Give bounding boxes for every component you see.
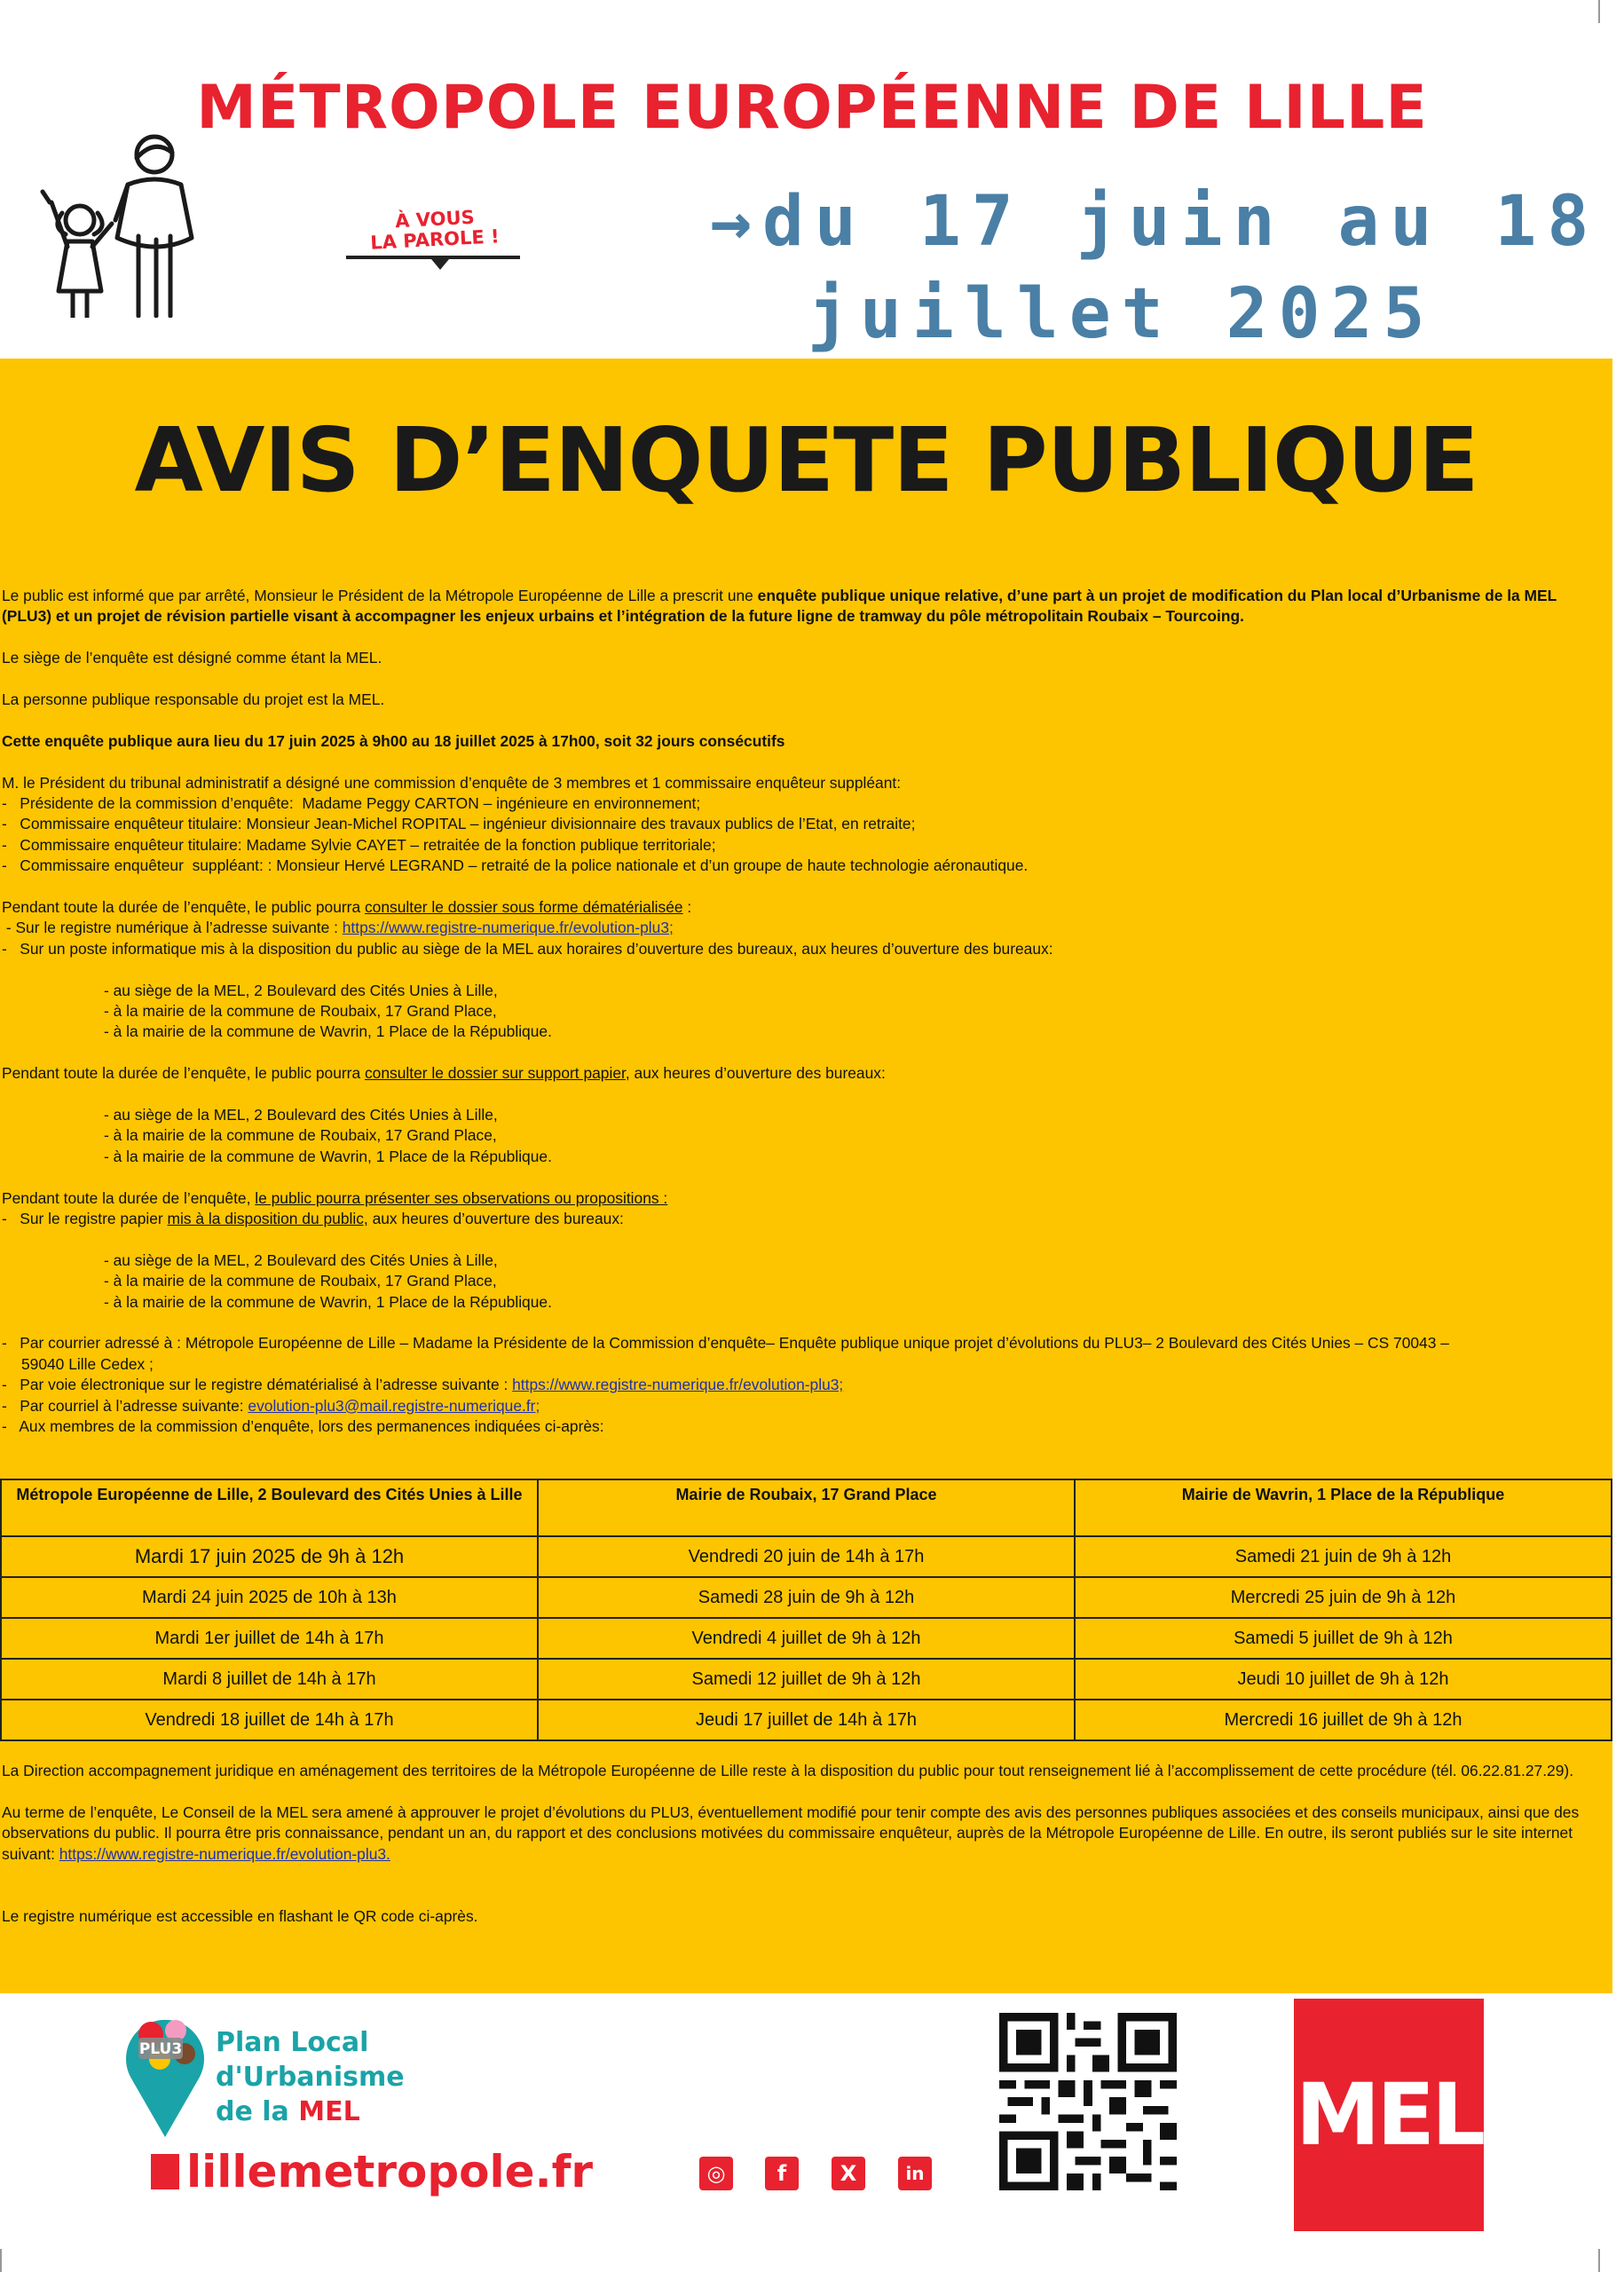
table-header: Mairie de Roubaix, 17 Grand Place	[538, 1479, 1075, 1536]
table-row	[1, 1618, 1612, 1659]
commission-intro: M. le Président du tribunal administratif a désigné une commission d’enquête de 3 membres et 1 commissaire enquêteur suppléant:	[2, 773, 902, 792]
table-header: Mairie de Wavrin, 1 Place de la République	[1075, 1479, 1612, 1536]
intro-paragraph: Le public est informé que par arrêté, Monsieur le Président de la Métropole Européenne de Lille a prescrit une enquête publique unique relative, d’une part à un projet de modification du Plan local d’Urbanisme de la MEL (PLU3) et un projet de révision partielle visant à accompagner les enjeux urbains et l’intégration de la future ligne de tramway du pôle métropolitain Roubaix – Tourcoing.	[2, 587, 1557, 626]
mel-logo: MEL	[1294, 1999, 1484, 2231]
a-vous-la-parole-logo	[346, 206, 524, 272]
table-cell: Mardi 24 juin 2025 de 10h à 13h	[1, 1577, 538, 1618]
commission-member: - Commissaire enquêteur titulaire: Monsieur Jean-Michel ROPITAL – ingénieur divisionnaire des travaux publics de l’Etat, en retraite;	[2, 815, 916, 833]
table-cell: Mercredi 25 juin de 9h à 12h	[1075, 1577, 1612, 1618]
header-title: MÉTROPOLE EUROPÉENNE DE LILLE	[196, 73, 1428, 143]
terme-paragraph: Au terme de l’enquête, Le Conseil de la MEL sera amené à approuver le projet d’évolutions du PLU3, éventuellement modifié pour tenir compte des avis des personnes publiques associées et des conseils municipaux, ainsi que des observations du public. Il pourra être pris connaissance, pendant un an, du rapport et des conclusions motivées du commissaire enquêteur, auprès de la Métropole Européenne de Lille. En outre, ils seront publiés sur le site internet suivant: https://www.registre-numerique.fr/evolution-plu3.	[2, 1803, 1580, 1863]
table-row	[1, 1659, 1612, 1700]
table-cell: Mardi 17 juin 2025 de 9h à 12h	[1, 1536, 538, 1577]
qr-paragraph: Le registre numérique est accessible en flashant le QR code ci-après.	[2, 1906, 478, 1925]
address-item: - à la mairie de la commune de Wavrin, 1 Place de la République.	[104, 1022, 552, 1041]
commission-member: - Commissaire enquêteur suppléant: : Monsieur Hervé LEGRAND – retraité de la police nationale et d’un groupe de haute technologie aéronautique.	[2, 856, 1029, 875]
plu-pin-icon	[121, 2008, 209, 2141]
table-cell: Mercredi 16 juillet de 9h à 12h	[1075, 1700, 1612, 1740]
demat-registre: - Sur le registre numérique à l’adresse suivante : https://www.registre-numerique.fr/evolution-plu3;	[2, 919, 674, 937]
plu-logo-text	[216, 2025, 405, 2129]
instagram-icon[interactable]: ◎	[699, 2157, 733, 2190]
table-row	[1, 1536, 1612, 1577]
address-item: - à la mairie de la commune de Roubaix, 17 Grand Place,	[104, 1002, 497, 1021]
table-cell: Samedi 12 juillet de 9h à 12h	[538, 1659, 1075, 1700]
demat-paragraph: Pendant toute la durée de l’enquête, le public pourra consulter le dossier sous forme dématérialisée :	[2, 898, 692, 917]
website-link[interactable]: lillemetropole.fr	[151, 2146, 593, 2197]
facebook-icon[interactable]: f	[765, 2157, 799, 2190]
qr-code-icon[interactable]	[994, 2013, 1182, 2190]
courriel-link[interactable]: evolution-plu3@mail.registre-numerique.fr;	[248, 1396, 540, 1415]
direction-paragraph: La Direction accompagnement juridique en aménagement des territoires de la Métropole Européenne de Lille reste à la disposition du public pour tout renseignement lié à l’accomplissement de cette procédure (tél. 06.22.81.27.29).	[2, 1762, 1574, 1779]
registre-link[interactable]: https://www.registre-numerique.fr/evolution-plu3;	[342, 919, 674, 937]
table-cell: Jeudi 10 juillet de 9h à 12h	[1075, 1659, 1612, 1700]
closing-text	[2, 1761, 1610, 1927]
people-icon	[23, 131, 201, 318]
table-cell: Samedi 28 juin de 9h à 12h	[538, 1577, 1075, 1618]
enquete-dates	[710, 176, 1599, 360]
registre-link[interactable]: https://www.registre-numerique.fr/evolution-plu3;	[512, 1376, 844, 1394]
table-header-row	[1, 1479, 1612, 1536]
dates-line1: →du 17 juin au 18	[710, 182, 1600, 262]
courrier-item-cont: 59040 Lille Cedex ;	[21, 1354, 154, 1373]
registre-link[interactable]: https://www.registre-numerique.fr/evolution-plu3.	[59, 1844, 390, 1863]
address-item: - à la mairie de la commune de Wavrin, 1 Place de la République.	[104, 1147, 552, 1165]
linkedin-icon[interactable]: in	[898, 2157, 932, 2190]
slogan-line1: À VOUS	[394, 206, 476, 233]
table-row	[1, 1700, 1612, 1740]
plu-line3: de la MEL	[216, 2096, 360, 2127]
voie-electronique-item: - Par voie électronique sur le registre dématérialisé à l’adresse suivante : https://www.registre-numerique.fr/evolution-plu3;	[2, 1376, 844, 1394]
membres-item: - Aux membres de la commission d’enquête, lors des permanences indiquées ci-après:	[2, 1417, 604, 1436]
siege-paragraph: Le siège de l’enquête est désigné comme étant la MEL.	[2, 649, 382, 667]
address-item: - à la mairie de la commune de Roubaix, 17 Grand Place,	[104, 1126, 497, 1145]
permanences-table	[0, 1479, 1612, 1741]
table-cell: Samedi 21 juin de 9h à 12h	[1075, 1536, 1612, 1577]
crop-mark	[1598, 0, 1600, 23]
x-icon[interactable]: X	[832, 2157, 865, 2190]
dates-line2: juillet 2025	[808, 274, 1436, 354]
registre-papier: - Sur le registre papier mis à la disposition du public, aux heures d’ouverture des bureaux:	[2, 1210, 624, 1228]
demat-poste: - Sur un poste informatique mis à la disposition du public au siège de la MEL aux horaires d’ouverture des bureaux, aux heures d’ouverture des bureaux:	[2, 939, 1053, 958]
courrier-item: - Par courrier adressé à : Métropole Européenne de Lille – Madame la Présidente de la Commission d’enquête– Enquête publique unique projet d’évolutions du PLU3– 2 Boulevard des Cités Unies – CS 70043 –	[2, 1334, 1449, 1353]
table-cell: Vendredi 4 juillet de 9h à 12h	[538, 1618, 1075, 1659]
crop-mark	[0, 2249, 2, 2272]
table-cell: Mardi 1er juillet de 14h à 17h	[1, 1618, 538, 1659]
table-cell: Vendredi 18 juillet de 14h à 17h	[1, 1700, 538, 1740]
address-item: - au siège de la MEL, 2 Boulevard des Cités Unies à Lille,	[104, 1250, 498, 1269]
dates-paragraph: Cette enquête publique aura lieu du 17 juin 2025 à 9h00 au 18 juillet 2025 à 17h00, soit 32 jours consécutifs	[2, 731, 785, 750]
table-cell: Jeudi 17 juillet de 14h à 17h	[538, 1700, 1075, 1740]
plu-line1: Plan Local	[216, 2027, 369, 2058]
papier-paragraph: Pendant toute la durée de l’enquête, le public pourra consulter le dossier sur support papier, aux heures d’ouverture des bureaux:	[2, 1064, 886, 1083]
personne-paragraph: La personne publique responsable du projet est la MEL.	[2, 690, 385, 708]
commission-member: - Présidente de la commission d’enquête: Madame Peggy CARTON – ingénieure en environnement;	[2, 794, 701, 812]
slogan-line2: LA PAROLE !	[369, 225, 501, 254]
crop-mark	[1598, 2249, 1600, 2272]
courriel-item: - Par courriel à l’adresse suivante: evolution-plu3@mail.registre-numerique.fr;	[2, 1396, 540, 1415]
address-item: - à la mairie de la commune de Wavrin, 1 Place de la République.	[104, 1292, 552, 1311]
table-cell: Mardi 8 juillet de 14h à 17h	[1, 1659, 538, 1700]
observations-paragraph: Pendant toute la durée de l’enquête, le public pourra présenter ses observations ou propositions :	[2, 1188, 668, 1207]
table-row	[1, 1577, 1612, 1618]
table-cell: Samedi 5 juillet de 9h à 12h	[1075, 1618, 1612, 1659]
address-item: - à la mairie de la commune de Roubaix, 17 Grand Place,	[104, 1272, 497, 1290]
table-header: Métropole Européenne de Lille, 2 Boulevard des Cités Unies à Lille	[1, 1479, 538, 1536]
address-item: - au siège de la MEL, 2 Boulevard des Cités Unies à Lille,	[104, 1106, 498, 1124]
plu-badge: PLU3	[138, 2040, 183, 2058]
address-item: - au siège de la MEL, 2 Boulevard des Cités Unies à Lille,	[104, 981, 498, 999]
avis-title: AVIS D’ENQUETE PUBLIQUE	[134, 408, 1478, 512]
plu-line2: d'Urbanisme	[216, 2062, 405, 2093]
notice-body	[2, 586, 1610, 1437]
commission-member: - Commissaire enquêteur titulaire: Madame Sylvie CAYET – retraitée de la fonction publique territoriale;	[2, 835, 716, 854]
table-cell: Vendredi 20 juin de 14h à 17h	[538, 1536, 1075, 1577]
